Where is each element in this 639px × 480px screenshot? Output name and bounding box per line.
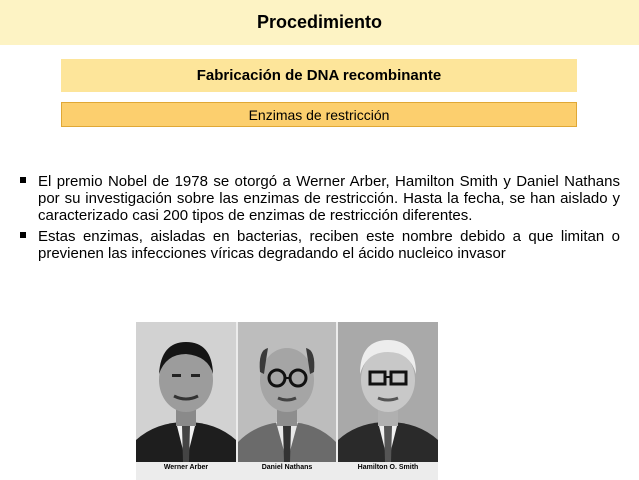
portrait-werner-arber: [136, 322, 236, 462]
square-bullet-icon: [20, 177, 26, 183]
photo-caption: Daniel Nathans: [261, 464, 313, 471]
person-photo-icon: [238, 322, 336, 462]
slide-header: [0, 0, 639, 45]
bullet-item: [20, 173, 620, 224]
slide-title: Procedimiento: [256, 12, 383, 32]
bullet-list: [20, 173, 620, 266]
photo-strip: [136, 322, 438, 480]
portrait-daniel-nathans: [238, 322, 336, 462]
photo-caption: Werner Arber: [163, 464, 209, 471]
subtitle-text: Fabricación de DNA recombinante: [196, 67, 442, 84]
person-photo-icon: [136, 322, 236, 462]
square-bullet-icon: [20, 232, 26, 238]
section-text: Enzimas de restricción: [248, 106, 390, 123]
bullet-item: [20, 228, 620, 262]
photo-caption: Hamilton O. Smith: [357, 464, 419, 471]
bullet-text: El premio Nobel de 1978 se otorgó a Werner Arber, Hamilton Smith y Daniel Nathans por su investigación sobre las enzimas de restricción. Hasta la fecha, se han aislado y caracterizado casi 200 tipos de enzimas de restricción diferentes.: [38, 173, 620, 224]
person-photo-icon: [338, 322, 438, 462]
bullet-text: Estas enzimas, aisladas en bacterias, reciben este nombre debido a que limitan o previenen las infecciones víricas degradando el ácido nucleico invasor: [38, 228, 620, 262]
section-box: [61, 102, 577, 127]
portrait-hamilton-smith: [338, 322, 438, 462]
subtitle-box: [61, 59, 577, 92]
